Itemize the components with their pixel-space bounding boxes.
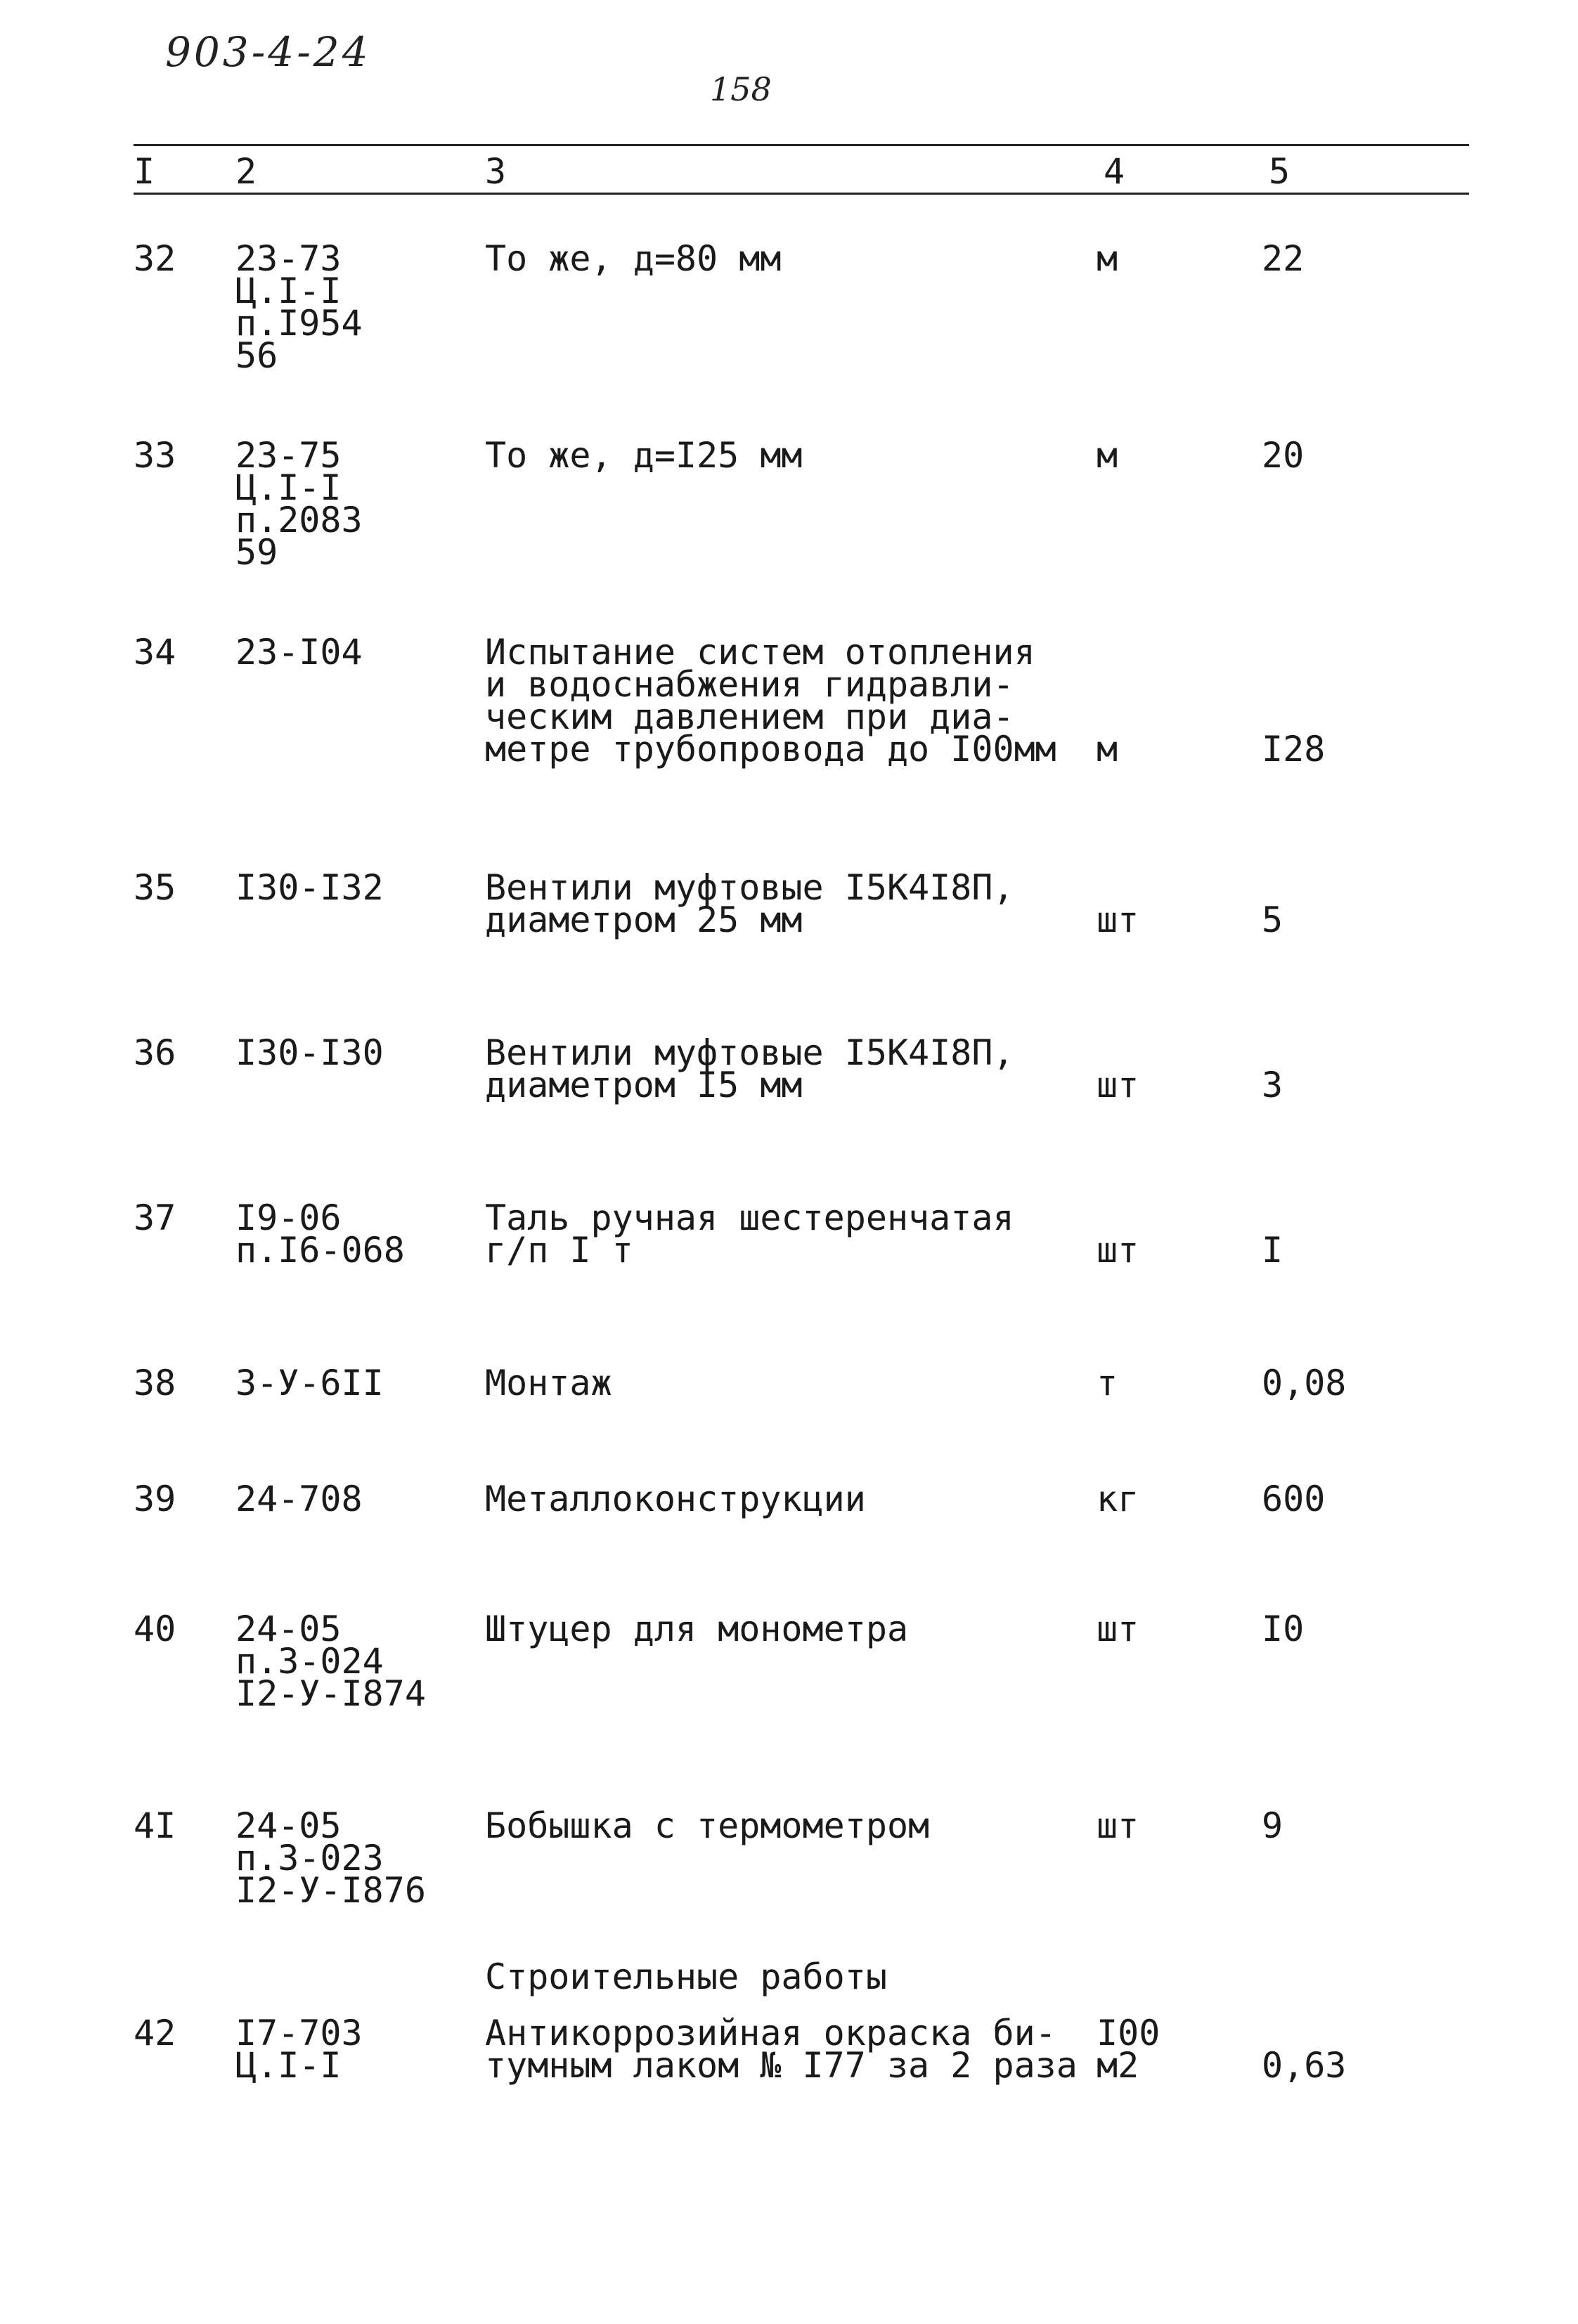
work-description-line: метре трубопровода до I00мм [485,729,1056,770]
row-number-line: 40 [134,1609,176,1649]
quantity-line: 9 [1262,1805,1283,1846]
quantity [1262,1363,1347,1403]
row-number [134,1479,176,1519]
quantity [1262,1479,1326,1519]
rate-code [235,1197,405,1271]
rate-code [235,1479,363,1519]
work-description [485,1197,1014,1271]
quantity [1262,1065,1283,1105]
quantity [1262,1230,1283,1271]
work-description-line: Монтаж [485,1363,612,1403]
rate-code-line: I7-703 [235,2013,363,2053]
unit-line: м [1097,238,1118,279]
work-description-line: диаметром 25 мм [485,900,803,940]
quantity [1262,435,1305,476]
quantity-line: 0,08 [1262,1363,1347,1403]
unit [1097,1363,1118,1403]
row-number-line: 36 [134,1032,176,1073]
unit-line: м [1097,729,1118,770]
row-number-line: 34 [134,632,176,673]
work-description-line: Испытание систем отопления [485,632,1035,673]
rate-code-line: п.3-024 [235,1641,384,1682]
row-number-line: 33 [134,435,176,476]
row-number-line: 4I [134,1805,176,1846]
work-description-line: и водоснабжения гидравли- [485,664,1014,705]
row-number [134,1363,176,1403]
row-number-line: 35 [134,867,176,908]
column-header-5: 5 [1269,151,1291,192]
document-code: 903-4-24 [165,28,371,76]
unit-line: шт [1097,1230,1139,1271]
unit [1097,729,1118,770]
rate-code [235,435,363,573]
rate-code-line: 23-75 [235,435,342,476]
unit-line: шт [1097,1065,1139,1105]
rate-code-line: 56 [235,335,278,376]
work-description [485,1479,866,1519]
work-description-line: г/п I т [485,1230,633,1271]
work-description-line: То же, д=I25 мм [485,435,803,476]
row-number [134,238,176,279]
row-number [134,1032,176,1073]
unit [1097,1065,1139,1105]
row-number [134,1197,176,1238]
rate-code [235,1609,426,1714]
row-number-line: 39 [134,1479,176,1519]
quantity [1262,238,1305,279]
rate-code [235,2013,363,2086]
rate-code [235,632,363,673]
header-rule-top [134,144,1469,146]
section-title-construction: Строительные работы [485,1956,887,1997]
work-description [485,1363,612,1403]
rate-code-line: I9-06 [235,1197,342,1238]
row-number [134,1805,176,1846]
quantity [1262,2045,1347,2086]
work-description-line: То же, д=80 мм [485,238,782,279]
rate-code-line: 59 [235,532,278,573]
work-description [485,1805,930,1846]
quantity-line: I [1262,1230,1283,1271]
column-header-4: 4 [1104,151,1125,192]
header-rule-bottom [134,193,1469,195]
row-number [134,632,176,673]
quantity-line: 3 [1262,1065,1283,1105]
rate-code-line: I30-I32 [235,867,384,908]
row-number [134,867,176,908]
unit-line: шт [1097,1805,1139,1846]
quantity-line: 20 [1262,435,1305,476]
rate-code-line: 24-05 [235,1609,342,1649]
work-description [485,2013,1078,2086]
rate-code-line: п.I954 [235,303,363,344]
quantity [1262,900,1283,940]
rate-code-line: 3-У-6II [235,1363,384,1403]
quantity-line: I0 [1262,1609,1305,1649]
unit-line: т [1097,1363,1118,1403]
quantity-line: 5 [1262,900,1283,940]
work-description [485,1032,1014,1105]
work-description [485,435,803,476]
quantity [1262,1805,1283,1846]
rate-code-line: 24-05 [235,1805,342,1846]
rate-code-line: I30-I30 [235,1032,384,1073]
work-description [485,632,1056,770]
row-number-line: 32 [134,238,176,279]
unit [1097,2013,1160,2086]
row-number-line: 38 [134,1363,176,1403]
work-description-line: ческим давлением при диа- [485,696,1014,737]
quantity-line: I28 [1262,729,1326,770]
rate-code-line: п.3-023 [235,1838,384,1878]
unit [1097,435,1118,476]
unit-line: кг [1097,1479,1139,1519]
column-header-3: 3 [485,151,507,192]
rate-code [235,1032,384,1073]
quantity [1262,1609,1305,1649]
unit-line: м [1097,435,1118,476]
row-number-line: 37 [134,1197,176,1238]
page-number: 158 [710,70,772,108]
rate-code [235,238,363,376]
unit [1097,900,1139,940]
unit-line: м2 [1097,2045,1139,2086]
work-description-line: Антикоррозийная окраска би- [485,2013,1056,2053]
row-number-line: 42 [134,2013,176,2053]
unit-line: I00 [1097,2013,1160,2053]
unit [1097,238,1118,279]
unit [1097,1609,1139,1649]
rate-code-line: 23-73 [235,238,342,279]
rate-code-line: 23-I04 [235,632,363,673]
unit [1097,1230,1139,1271]
rate-code [235,1363,384,1403]
work-description-line: Металлоконструкции [485,1479,866,1519]
rate-code-line: Ц.I-I [235,2045,342,2086]
row-number [134,1609,176,1649]
rate-code [235,867,384,908]
rate-code-line: п.2083 [235,500,363,540]
quantity-line: 0,63 [1262,2045,1347,2086]
work-description [485,238,782,279]
rate-code-line: I2-У-I876 [235,1870,426,1911]
work-description-line: Вентили муфтовые I5К4I8П, [485,1032,1014,1073]
rate-code-line: I2-У-I874 [235,1673,426,1714]
quantity-line: 600 [1262,1479,1326,1519]
row-number [134,2013,176,2053]
work-description-line: Таль ручная шестеренчатая [485,1197,1014,1238]
work-description-line: Бобышка с термометром [485,1805,930,1846]
unit-line: шт [1097,1609,1139,1649]
unit [1097,1805,1139,1846]
work-description-line: тумным лаком № I77 за 2 раза [485,2045,1078,2086]
work-description-line: Штуцер для монометра [485,1609,909,1649]
work-description-line: Вентили муфтовые I5К4I8П, [485,867,1014,908]
rate-code-line: Ц.I-I [235,271,342,311]
rate-code-line: Ц.I-I [235,467,342,508]
work-description-line: диаметром I5 мм [485,1065,803,1105]
rate-code [235,1805,426,1911]
unit [1097,1479,1139,1519]
rate-code-line: 24-708 [235,1479,363,1519]
quantity-line: 22 [1262,238,1305,279]
row-number [134,435,176,476]
quantity [1262,729,1326,770]
work-description [485,1609,909,1649]
work-description [485,867,1014,940]
unit-line: шт [1097,900,1139,940]
column-header-1: I [134,151,155,192]
rate-code-line: п.I6-068 [235,1230,405,1271]
column-header-2: 2 [235,151,257,192]
